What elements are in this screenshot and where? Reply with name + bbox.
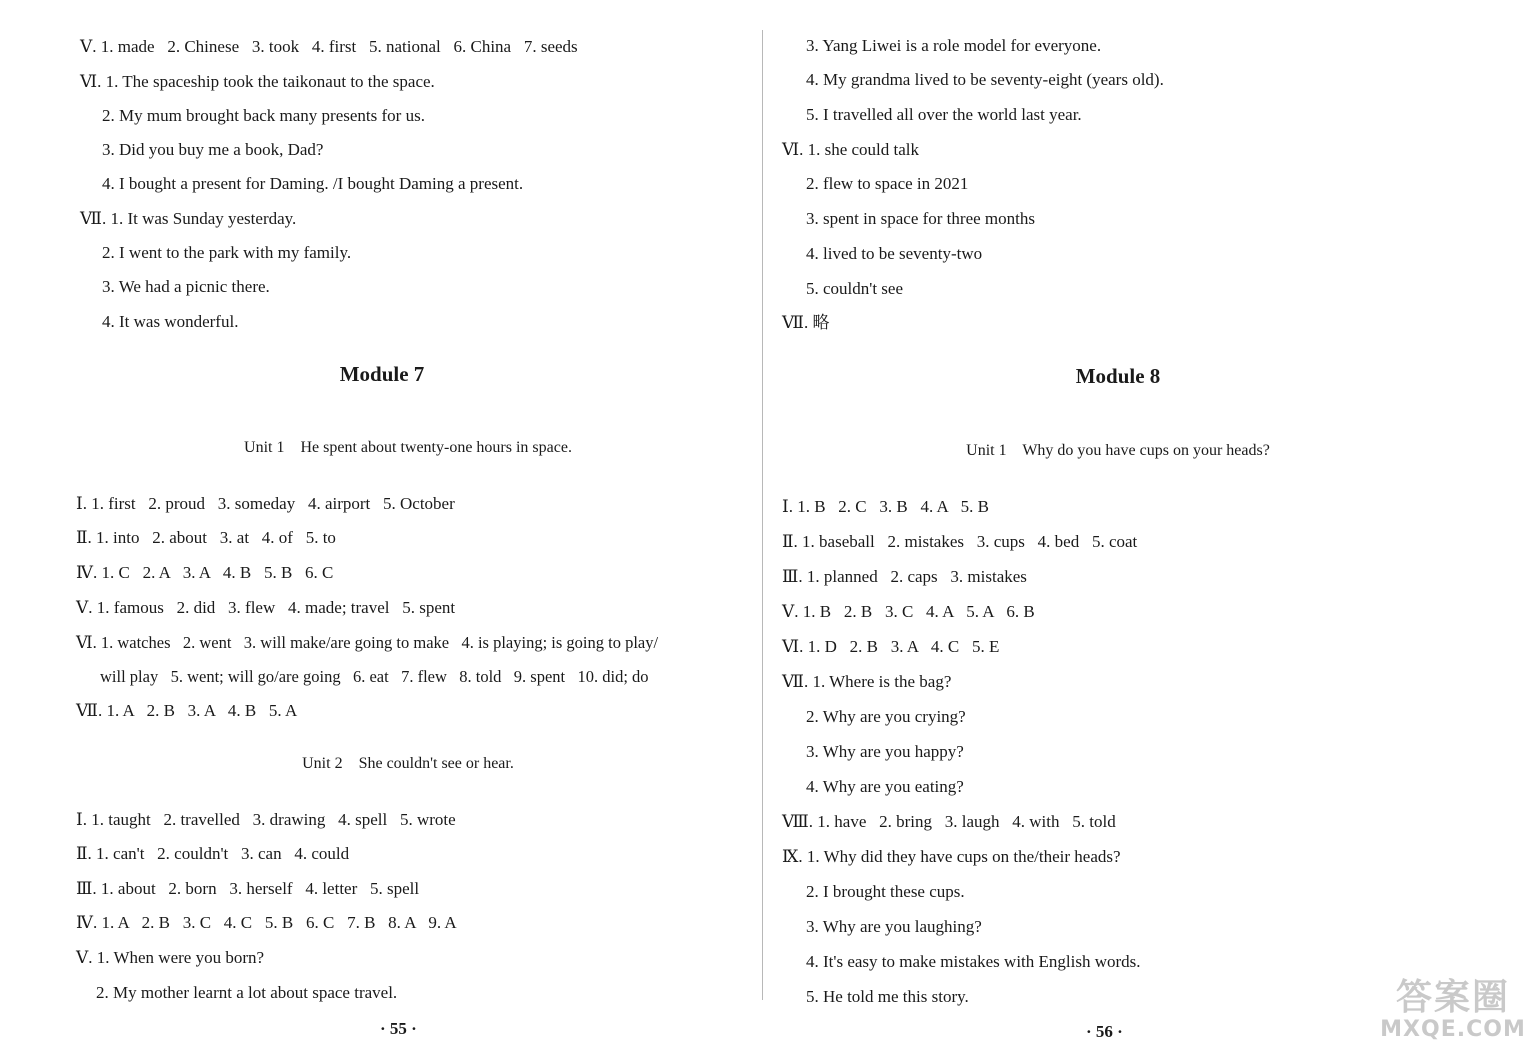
answer-line: 3. Yang Liwei is a role model for everyone. (806, 36, 1102, 55)
answer-line: Ⅵ. 1. The spaceship took the taikonaut to the space. (80, 72, 435, 91)
answer-line: 5. couldn't see (806, 279, 904, 298)
answer-line: 3. Why are you laughing? (806, 917, 982, 936)
answer-line: Ⅴ. 1. B 2. B 3. C 4. A 5. A 6. B (782, 602, 1035, 621)
answer-line: Ⅵ. 1. watches 2. went 3. will make/are going to make 4. is playing; is going to play/ (76, 633, 659, 652)
answer-line: 2. flew to space in 2021 (806, 174, 969, 193)
watermark-bottom: MXQE.COM (1380, 1017, 1526, 1042)
answer-line: 4. My grandma lived to be seventy-eight (years old). (806, 70, 1164, 89)
module-title: Module 7 (339, 362, 425, 386)
answer-line: 2. My mother learnt a lot about space travel. (96, 983, 398, 1002)
answer-line: 2. I went to the park with my family. (102, 243, 352, 262)
answer-line: Ⅶ. 略 (782, 313, 830, 332)
answer-line: Ⅶ. 1. A 2. B 3. A 4. B 5. A (76, 701, 298, 720)
answer-line: 3. Why are you happy? (806, 742, 964, 761)
left-page (0, 0, 764, 1058)
answer-line: Ⅰ. 1. first 2. proud 3. someday 4. airport 5. October (76, 494, 455, 513)
answer-line: Ⅶ. 1. Where is the bag? (782, 672, 952, 691)
answer-line: Ⅴ. 1. made 2. Chinese 3. took 4. first 5. national 6. China 7. seeds (80, 37, 578, 56)
answer-line: Ⅶ. 1. It was Sunday yesterday. (80, 209, 297, 228)
module-title: Module 8 (1075, 364, 1161, 388)
right-page (764, 0, 1536, 1058)
answer-line: Ⅰ. 1. taught 2. travelled 3. drawing 4. spell 5. wrote (76, 810, 456, 829)
answer-line: 4. It was wonderful. (102, 312, 239, 331)
answer-line: Ⅵ. 1. D 2. B 3. A 4. C 5. E (782, 637, 1000, 656)
watermark-top: 答案圈 (1395, 977, 1510, 1018)
answer-line: Ⅲ. 1. planned 2. caps 3. mistakes (782, 567, 1027, 586)
answer-line: 4. I bought a present for Daming. /I bought Daming a present. (102, 174, 524, 193)
watermark-logo (1378, 978, 1528, 1048)
answer-line: Ⅳ. 1. C 2. A 3. A 4. B 5. B 6. C (76, 563, 334, 582)
answer-line: Ⅴ. 1. famous 2. did 3. flew 4. made; travel 5. spent (76, 598, 456, 617)
answer-line: 2. Why are you crying? (806, 707, 966, 726)
answer-line: Ⅲ. 1. about 2. born 3. herself 4. letter 5. spell (76, 879, 420, 898)
answer-line: Ⅴ. 1. When were you born? (76, 948, 265, 967)
answer-line: 4. Why are you eating? (806, 777, 964, 796)
answer-line: 2. I brought these cups. (806, 882, 965, 901)
unit-title: Unit 2 She couldn't see or hear. (302, 755, 514, 772)
answer-line: Ⅱ. 1. into 2. about 3. at 4. of 5. to (76, 528, 336, 547)
answer-line: 4. It's easy to make mistakes with English words. (806, 952, 1141, 971)
answer-line: Ⅱ. 1. baseball 2. mistakes 3. cups 4. bed 5. coat (782, 532, 1138, 551)
answer-line: Ⅳ. 1. A 2. B 3. C 4. C 5. B 6. C 7. B 8. A 9. A (76, 913, 457, 932)
answer-line: will play 5. went; will go/are going 6. eat 7. flew 8. told 9. spent 10. did; do (100, 667, 649, 686)
page-number: · 56 · (1086, 1022, 1123, 1041)
answer-line: Ⅰ. 1. B 2. C 3. B 4. A 5. B (782, 497, 989, 516)
page-divider (762, 30, 763, 1000)
answer-line: Ⅷ. 1. have 2. bring 3. laugh 4. with 5. told (782, 812, 1116, 831)
answer-line: 4. lived to be seventy-two (806, 244, 983, 263)
answer-line: 5. I travelled all over the world last year. (806, 105, 1082, 124)
answer-line: 3. Did you buy me a book, Dad? (102, 140, 324, 159)
answer-line: 3. We had a picnic there. (102, 277, 270, 296)
answer-line: 2. My mum brought back many presents for us. (102, 106, 425, 125)
answer-line: Ⅸ. 1. Why did they have cups on the/their heads? (782, 847, 1121, 866)
answer-line: 3. spent in space for three months (806, 209, 1035, 228)
page-number: · 55 · (380, 1019, 417, 1038)
answer-line: Ⅱ. 1. can't 2. couldn't 3. can 4. could (76, 844, 350, 863)
answer-line: Ⅵ. 1. she could talk (782, 140, 920, 159)
answer-line: 5. He told me this story. (806, 987, 969, 1006)
unit-title: Unit 1 He spent about twenty-one hours in space. (244, 439, 572, 456)
unit-title: Unit 1 Why do you have cups on your heads? (966, 442, 1270, 459)
